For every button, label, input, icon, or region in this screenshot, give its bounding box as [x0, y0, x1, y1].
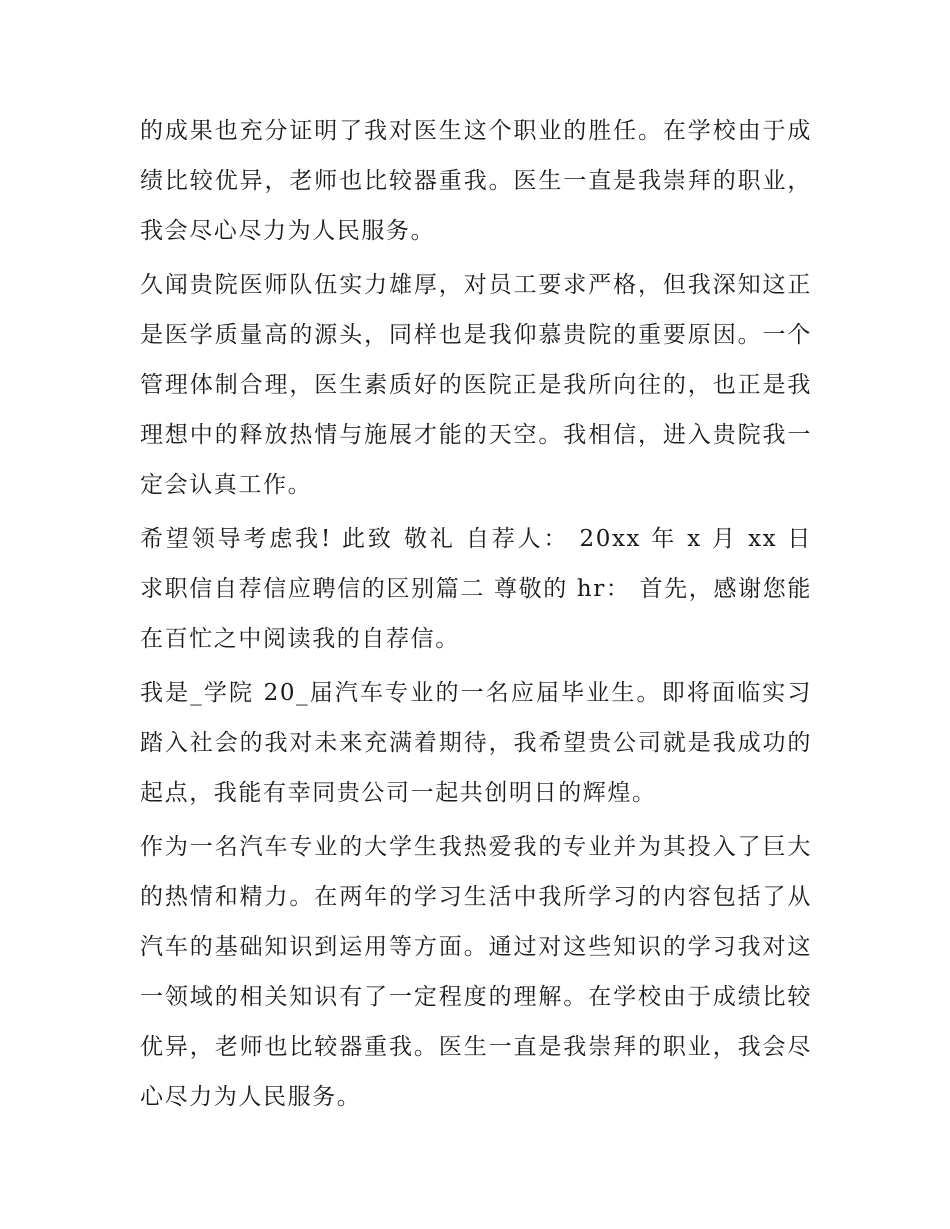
paragraph-2: 久闻贵院医师队伍实力雄厚，对员工要求严格，但我深知这正是医学质量高的源头，同样也是我仰慕贵院的重要原因。一个管理体制合理，医生素质好的医院正是我所向往的，也正是我理想中的释放热情与施展才能的天空。我相信，进入贵院我一定会认真工作。: [140, 272, 812, 498]
paragraph-3: 希望领导考虑我! 此致 敬礼 自荐人： 20xx 年 x 月 xx 日 求职信自荐信应聘信的区别篇二 尊敬的 hr： 首先，感谢您能在百忙之中阅读我的自荐信。: [140, 526, 812, 652]
paragraph-4: 我是_学院 20_届汽车专业的一名应届毕业生。即将面临实习踏入社会的我对未来充满着期待，我希望贵公司就是我成功的起点，我能有幸同贵公司一起共创明日的辉煌。: [140, 680, 812, 806]
paragraph-1: 的成果也充分证明了我对医生这个职业的胜任。在学校由于成绩比较优异，老师也比较器重我。医生一直是我崇拜的职业，我会尽心尽力为人民服务。: [140, 118, 812, 244]
paragraph-5: 作为一名汽车专业的大学生我热爱我的专业并为其投入了巨大的热情和精力。在两年的学习生活中我所学习的内容包括了从汽车的基础知识到运用等方面。通过对这些知识的学习我对这一领域的相关知识有了一定程度的理解。在学校由于成绩比较优异，老师也比较器重我。医生一直是我崇拜的职业，我会尽心尽力为人民服务。: [140, 834, 812, 1110]
document-body: [140, 106, 812, 1126]
